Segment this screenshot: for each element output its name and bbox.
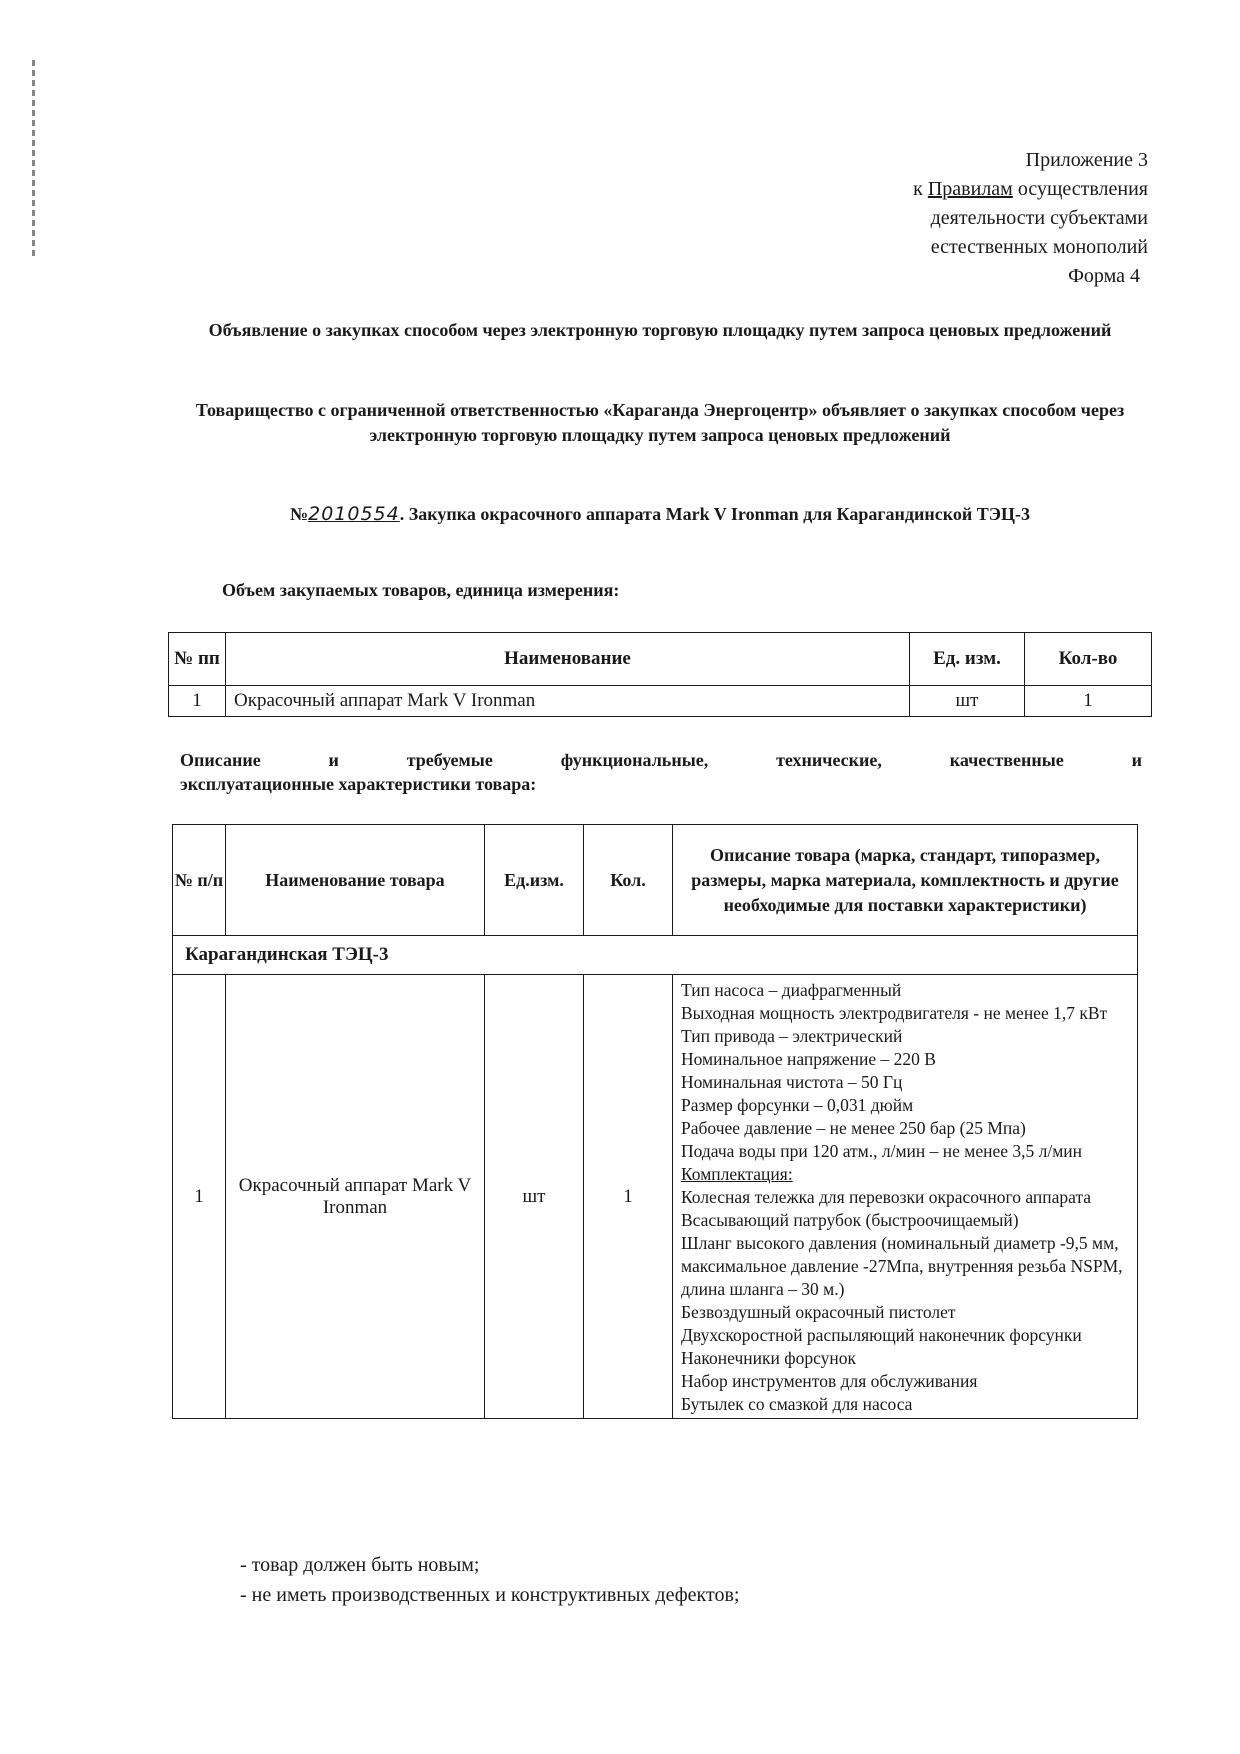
spec-cell-unit: шт (485, 975, 584, 1419)
header-qty: Кол-во (1025, 633, 1152, 686)
spec-header-name: Наименование товара (226, 825, 485, 936)
spec-line: Тип привода – электрический (681, 1026, 903, 1046)
spec-line: Тип насоса – диафрагменный (681, 980, 902, 1000)
spec-line: Номинальное напряжение – 220 В (681, 1049, 936, 1069)
spec-header-qty: Кол. (584, 825, 673, 936)
spec-line: Размер форсунки – 0,031 дюйм (681, 1095, 914, 1115)
announcement-text: Товарищество с ограниченной ответственностью «Караганда Энергоцентр» объявляет о закупках способом через электронную торговую площадку путем запроса ценовых предложений (195, 400, 1125, 445)
volume-title: Объем закупаемых товаров, единица измерения: (222, 580, 620, 600)
appendix-line3: деятельности субъектами (930, 207, 1148, 229)
scan-edge-mark (32, 60, 35, 260)
volume-table (168, 632, 1152, 717)
header-unit: Ед. изм. (910, 633, 1025, 686)
requirement-item: - не иметь производственных и конструктивных дефектов; (240, 1584, 740, 1606)
spec-table-header (173, 825, 1138, 936)
spec-line: Номинальная чистота – 50 Гц (681, 1072, 903, 1092)
appendix-line4: естественных монополий (930, 236, 1148, 258)
cell-unit: шт (910, 686, 1025, 717)
kit-line: Шланг высокого давления (номинальный диаметр -9,5 мм, максимальное давление -27Мпа, внутренняя резьба NSPM, длина шланга – 30 м.) (681, 1233, 1123, 1299)
description-intro (180, 748, 1142, 796)
spec-line: Подача воды при 120 атм., л/мин – не менее 3,5 л/мин (681, 1141, 1083, 1161)
appendix-rules-line: к Правилам осуществления (913, 178, 1148, 200)
kit-line: Колесная тележка для перевозки окрасочного аппарата (681, 1187, 1092, 1207)
spec-cell-name: Окрасочный аппарат Mark V Ironman (226, 975, 485, 1419)
form-number: Форма 4 (1068, 265, 1140, 287)
purchase-number: 2010554 (308, 503, 400, 525)
header-name: Наименование (226, 633, 910, 686)
purchase-subject: . Закупка окрасочного аппарата Mark V Ironman для Карагандинской ТЭЦ-3 (399, 504, 1030, 524)
cell-num: 1 (169, 686, 226, 717)
spec-cell-description (673, 975, 1138, 1419)
spec-cell-qty: 1 (584, 975, 673, 1419)
kit-line: Всасывающий патрубок (быстроочищаемый) (681, 1210, 1019, 1230)
spec-header-num: № п/п (173, 825, 226, 936)
spec-group-label: Карагандинская ТЭЦ-3 (173, 936, 1138, 975)
purchase-heading: №2010554. Закупка окрасочного аппарата Mark V Ironman для Карагандинской ТЭЦ-3 (290, 503, 1030, 525)
kit-line: Набор инструментов для обслуживания (681, 1371, 978, 1391)
kit-line: Безвоздушный окрасочный пистолет (681, 1302, 956, 1322)
description-intro-line1: Описание и требуемые функциональные, технические, качественные и (180, 750, 1142, 770)
table-row (173, 975, 1138, 1419)
spec-header-unit: Ед.изм. (485, 825, 584, 936)
cell-qty: 1 (1025, 686, 1152, 717)
description-intro-line2: эксплуатационные характеристики товара: (180, 774, 537, 794)
cell-name: Окрасочный аппарат Mark V Ironman (226, 686, 910, 717)
volume-table-header (169, 633, 1152, 686)
kit-line: Наконечники форсунок (681, 1348, 856, 1368)
header-num: № пп (169, 633, 226, 686)
document-title: Объявление о закупках способом через электронную торговую площадку путем запроса ценовых предложений (208, 320, 1112, 340)
spec-header-desc: Описание товара (марка, стандарт, типоразмер, размеры, марка материала, комплектность и другие необходимые для поставки характеристики) (673, 825, 1138, 936)
spec-group-row (173, 936, 1138, 975)
spec-line: Рабочее давление – не менее 250 бар (25 Мпа) (681, 1118, 1026, 1138)
table-row (169, 686, 1152, 717)
appendix-number: Приложение 3 (1025, 149, 1148, 171)
kit-label: Комплектация: (681, 1164, 793, 1184)
kit-line: Двухскоростной распыляющий наконечник форсунки (681, 1325, 1082, 1345)
spec-cell-num: 1 (173, 975, 226, 1419)
appendix-header (913, 146, 1148, 291)
spec-table (172, 824, 1138, 1419)
kit-line: Бутылек со смазкой для насоса (681, 1394, 913, 1414)
requirement-item: - товар должен быть новым; (240, 1554, 480, 1576)
requirements-list (240, 1550, 739, 1610)
rules-link[interactable]: Правилам (927, 178, 1013, 200)
spec-line: Выходная мощность электродвигателя - не менее 1,7 кВт (681, 1003, 1108, 1023)
